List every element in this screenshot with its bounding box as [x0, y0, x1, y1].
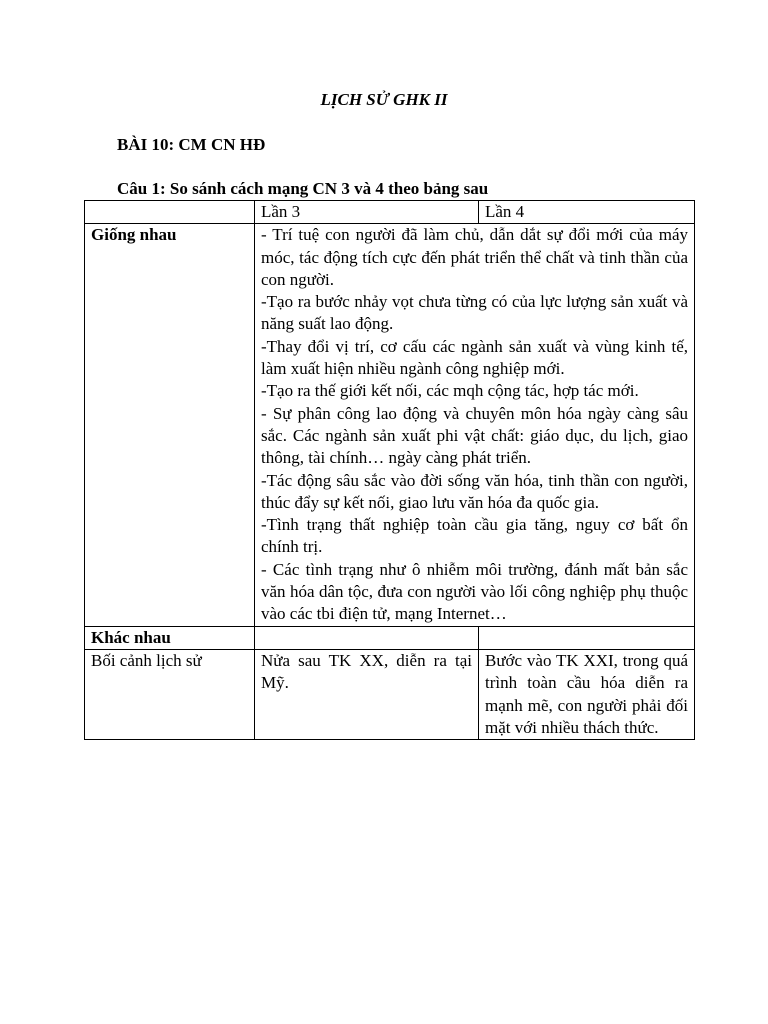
header-cell-lan3: Lần 3 — [255, 201, 479, 224]
differences-empty-cell — [255, 626, 479, 649]
lesson-heading: BÀI 10: CM CN HĐ — [117, 135, 266, 154]
question-heading: Câu 1: So sánh cách mạng CN 3 và 4 theo bảng sau — [117, 179, 489, 198]
similarity-item: -Tác động sâu sắc vào đời sống văn hóa, tinh thần con người, thúc đẩy sự kết nối, giao lưu văn hóa đa quốc gia. — [261, 470, 688, 512]
similarities-content — [255, 224, 695, 626]
context-lan3: Nửa sau TK XX, diễn ra tại Mỹ. — [255, 649, 479, 739]
similarities-label: Giống nhau — [85, 224, 255, 626]
similarity-item: -Thay đổi vị trí, cơ cấu các ngành sản xuất và vùng kinh tế, làm xuất hiện nhiều ngành công nghiệp mới. — [261, 336, 688, 379]
similarities-row — [85, 224, 695, 626]
similarity-item: -Tạo ra thế giới kết nối, các mqh cộng tác, hợp tác mới. — [261, 381, 639, 401]
context-row — [85, 649, 695, 739]
context-label: Bối cảnh lịch sử — [85, 649, 255, 739]
header-cell-lan4: Lần 4 — [479, 201, 695, 224]
similarity-item: -Tình trạng thất nghiệp toàn cầu gia tăng, nguy cơ bất ổn chính trị. — [261, 515, 688, 557]
similarity-item: -Tạo ra bước nhảy vọt chưa từng có của lực lượng sản xuất và năng suất lao động. — [261, 292, 688, 334]
similarity-item: - Sự phân công lao động và chuyên môn hóa ngày càng sâu sắc. Các ngành sản xuất phi vật chất: giáo dục, du lịch, giao thông, tài chính… ngày càng phát triển. — [261, 403, 688, 468]
differences-empty-cell — [479, 626, 695, 649]
context-lan4: Bước vào TK XXI, trong quá trình toàn cầu hóa diễn ra mạnh mẽ, con người phải đối mặt với nhiều thách thức. — [479, 649, 695, 739]
differences-header-row — [85, 626, 695, 649]
differences-label: Khác nhau — [85, 626, 255, 649]
header-cell-empty — [85, 201, 255, 224]
similarity-item: - Các tình trạng như ô nhiễm môi trường, đánh mất bản sắc văn hóa dân tộc, đưa con người vào lối công nghiệp phụ thuộc vào các tbi điện tử, mạng Internet… — [261, 559, 688, 624]
table-header-row — [85, 201, 695, 224]
similarity-item: - Trí tuệ con người đã làm chủ, dẫn dắt sự đổi mới của máy móc, tác động tích cực đến phát triển thể chất và tinh thần của con người. — [261, 225, 688, 289]
document-title: LỊCH SỬ GHK II — [320, 90, 448, 109]
comparison-table — [84, 200, 695, 740]
